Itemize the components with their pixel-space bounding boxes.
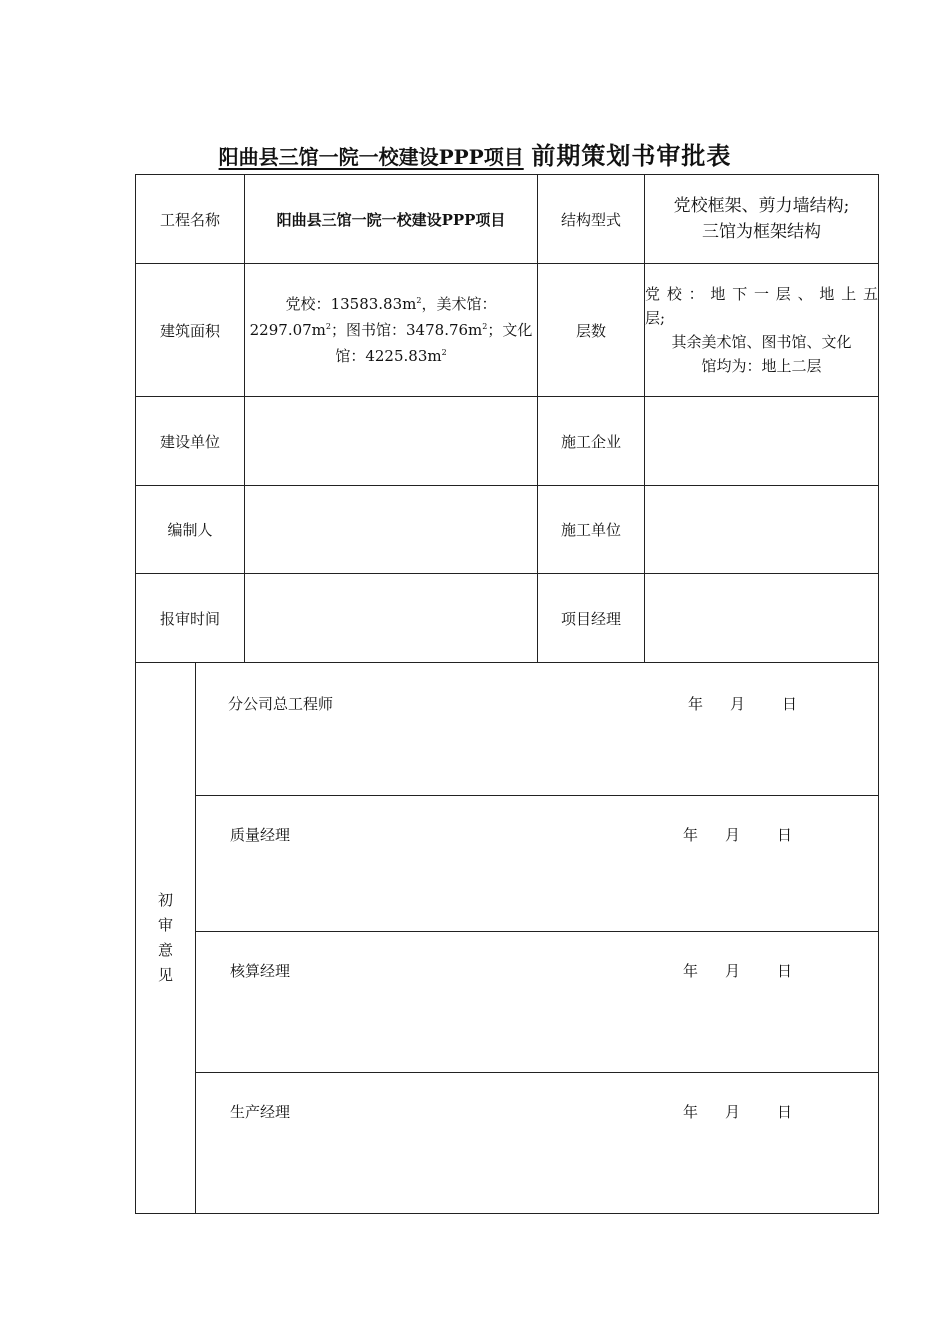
signature-cell-accounting-manager[interactable] bbox=[196, 932, 879, 1073]
area-party-school-prefix: 党校： bbox=[285, 295, 331, 313]
area-library-value: 3478.76m bbox=[406, 321, 483, 339]
signature-date bbox=[683, 824, 792, 845]
floors-label: 层数 bbox=[538, 264, 645, 397]
area-culture-value: 4225.83m bbox=[365, 347, 442, 365]
area-culture-prefix: ；文化馆： bbox=[335, 321, 533, 365]
signature-date bbox=[683, 1101, 792, 1122]
date-year: 年 bbox=[683, 826, 699, 844]
structure-line-1: 党校框架、剪力墙结构; bbox=[673, 196, 850, 216]
area-art-museum-value: 2297.07m bbox=[249, 321, 326, 339]
row-builder bbox=[136, 397, 879, 486]
signer-role: 核算经理 bbox=[230, 962, 291, 980]
floors-line-2: 层; bbox=[645, 309, 666, 327]
submit-time-value[interactable] bbox=[245, 574, 538, 663]
signer-role: 生产经理 bbox=[230, 1103, 291, 1121]
contractor-unit-label: 施工单位 bbox=[538, 486, 645, 574]
area-unit-sup: 2 bbox=[482, 322, 488, 331]
author-label: 编制人 bbox=[136, 486, 245, 574]
signer-role: 质量经理 bbox=[230, 826, 291, 844]
review-label-char: 审 bbox=[157, 916, 173, 934]
author-value[interactable] bbox=[245, 486, 538, 574]
signature-cell-quality-manager[interactable] bbox=[196, 796, 879, 932]
date-month: 月 bbox=[725, 962, 741, 980]
date-month: 月 bbox=[725, 826, 741, 844]
review-label-char: 初 bbox=[157, 891, 173, 909]
row-submit-time bbox=[136, 574, 879, 663]
date-day: 日 bbox=[777, 962, 793, 980]
review-row-chief-engineer bbox=[136, 663, 879, 796]
structure-line-2: 三馆为框架结构 bbox=[702, 222, 822, 242]
project-name-label: 工程名称 bbox=[136, 175, 245, 264]
structure-type-value bbox=[645, 175, 879, 264]
area-unit-sup: 2 bbox=[416, 296, 422, 305]
approval-form-table bbox=[135, 174, 879, 1214]
row-author bbox=[136, 486, 879, 574]
builder-label: 建设单位 bbox=[136, 397, 245, 486]
signature-date bbox=[683, 960, 792, 981]
building-area-value bbox=[245, 264, 538, 397]
review-row-production-manager bbox=[136, 1073, 879, 1214]
contractor-enterprise-value[interactable] bbox=[645, 397, 879, 486]
floors-line-1: 党校：地下一层、地上五 bbox=[645, 285, 879, 303]
date-year: 年 bbox=[683, 962, 699, 980]
area-art-museum-prefix: ，美术馆： bbox=[421, 295, 497, 313]
signature-date bbox=[688, 693, 797, 714]
area-library-prefix: ；图书馆： bbox=[331, 321, 407, 339]
row-building-area bbox=[136, 264, 879, 397]
row-project-name bbox=[136, 175, 879, 264]
title-project-name: 阳曲县三馆一院一校建设PPP项目 bbox=[218, 145, 524, 169]
area-party-school-value: 13583.83m bbox=[330, 295, 417, 313]
project-name-value: 阳曲县三馆一院一校建设PPP项目 bbox=[245, 175, 538, 264]
signature-cell-production-manager[interactable] bbox=[196, 1073, 879, 1214]
date-year: 年 bbox=[683, 1103, 699, 1121]
date-day: 日 bbox=[782, 695, 798, 713]
project-manager-label: 项目经理 bbox=[538, 574, 645, 663]
builder-value[interactable] bbox=[245, 397, 538, 486]
review-row-quality-manager bbox=[136, 796, 879, 932]
contractor-unit-value[interactable] bbox=[645, 486, 879, 574]
building-area-label: 建筑面积 bbox=[136, 264, 245, 397]
area-unit-sup: 2 bbox=[325, 322, 331, 331]
date-day: 日 bbox=[777, 1103, 793, 1121]
date-month: 月 bbox=[730, 695, 746, 713]
date-day: 日 bbox=[777, 826, 793, 844]
review-label-char: 意 bbox=[157, 941, 173, 959]
project-manager-value[interactable] bbox=[645, 574, 879, 663]
floors-value bbox=[645, 264, 879, 397]
page-title bbox=[0, 136, 950, 171]
submit-time-label: 报审时间 bbox=[136, 574, 245, 663]
initial-review-label bbox=[136, 663, 196, 1214]
date-month: 月 bbox=[725, 1103, 741, 1121]
contractor-enterprise-label: 施工企业 bbox=[538, 397, 645, 486]
structure-type-label: 结构型式 bbox=[538, 175, 645, 264]
area-unit-sup: 2 bbox=[441, 348, 447, 357]
review-label-char: 见 bbox=[157, 966, 173, 984]
floors-line-3: 其余美术馆、图书馆、文化 bbox=[671, 333, 852, 351]
signer-role: 分公司总工程师 bbox=[228, 695, 334, 713]
floors-line-4: 馆均为：地上二层 bbox=[701, 357, 822, 375]
date-year: 年 bbox=[688, 695, 704, 713]
review-row-accounting-manager bbox=[136, 932, 879, 1073]
signature-cell-chief-engineer[interactable] bbox=[196, 663, 879, 796]
title-form-name: 前期策划书审批表 bbox=[531, 141, 732, 170]
